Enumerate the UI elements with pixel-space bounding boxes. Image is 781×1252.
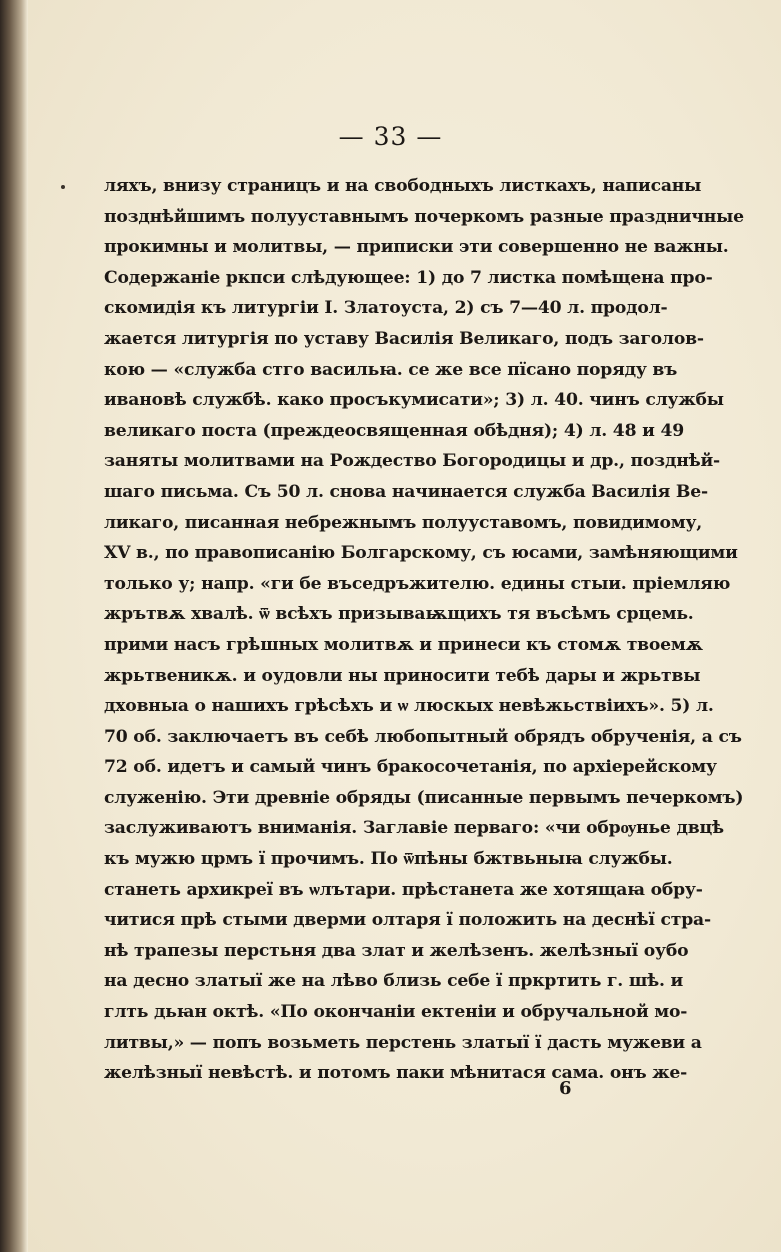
text-line: только у; напр. «ги бе въседръжителю. едины стыи. пріемляю [104, 573, 731, 594]
text-line: кою — «служба стго васильꙗ. се же все пїсано поряду въ [104, 359, 678, 380]
text-line: жрътвѫ хвалѣ. ѿ всѣхъ призываѭщихъ тя въсѣмъ срцемь. [104, 604, 694, 625]
text-line: 70 об. заключаетъ въ себѣ любопытный обрядъ обрученія, а съ [104, 726, 742, 747]
text-line: глть дьꙗн октѣ. «По окончаніи ектеніи и обручальной мо- [104, 1002, 688, 1023]
text-line: скомидія къ литургіи І. Златоуста, 2) съ 7—40 л. продол- [104, 298, 668, 319]
text-line: прими насъ грѣшных молитвѫ и принеси къ стомѫ твоемѫ [104, 634, 703, 655]
book-gutter-shadow [0, 0, 28, 1252]
text-line: великаго поста (преждеосвященная обѣдня); 4) л. 48 и 49 [104, 420, 684, 441]
text-line: позднѣйшимъ полууставнымъ почеркомъ разные праздничные [104, 206, 744, 227]
text-line: ликаго, писанная небрежнымъ полууставомъ, повидимому, [104, 512, 703, 533]
text-line: читися прѣ стыми дверми олтаря ї положить на деснѣї стра- [104, 910, 711, 931]
text-line: нѣ трапезы перстьня два злат и желѣзенъ. желѣзныї оубо [104, 940, 689, 961]
signature-mark: 6 [559, 1078, 572, 1099]
text-line: служенію. Эти древніе обряды (писанные первымъ печеркомъ) [104, 787, 744, 808]
text-line: Содержаніе ркпси слѣдующее: 1) до 7 листка помѣщена про- [104, 267, 713, 288]
margin-mark [61, 185, 65, 189]
text-line: жается литургія по уставу Василія Великаго, подъ заголов- [104, 328, 704, 349]
text-line: къ мужю црмъ ї прочимъ. По ѿпѣны бжтвьныꙗ службы. [104, 849, 673, 870]
text-line: шаго письма. Съ 50 л. снова начинается служба Василія Ве- [104, 481, 708, 502]
text-line: 72 об. идетъ и самый чинъ бракосочетанія, по архіерейскому [104, 757, 717, 778]
text-line: жрьтвеникѫ. и оудовли ны приносити тебѣ дары и жрьтвы [104, 665, 701, 686]
text-line: желѣзныї невѣстѣ. и потомъ паки мѣнитася сама. онъ же- [104, 1063, 688, 1084]
text-line: литвы,» — попъ возьметь перстень златыї ї дасть мужеви а [104, 1032, 702, 1053]
body-text [104, 171, 744, 1089]
text-line: дховныа о нашихъ грѣсѣхъ и ѡ люскых невѣжьствіихъ». 5) л. [104, 696, 714, 717]
page-number: — 33 — [338, 122, 443, 151]
text-line: станеть архикреї въ ѡлътари. прѣстанета же хотящаꙗ обру- [104, 879, 703, 900]
text-line: заняты молитвами на Рождество Богородицы и др., позднѣй- [104, 451, 720, 472]
text-line: ивановѣ службѣ. како просъкумисати»; 3) л. 40. чинъ службы [104, 390, 724, 411]
text-line: XV в., по правописанію Болгарскому, съ юсами, замѣняющими [104, 543, 738, 564]
text-line: на десно златыї же на лѣво близь себе ї пркртить г. шѣ. и [104, 971, 684, 992]
text-line: заслуживаютъ вниманія. Заглавіе перваго: «чи обрѹнье двцѣ [104, 818, 724, 839]
text-line: прокимны и молитвы, — приписки эти совершенно не важны. [104, 237, 729, 258]
text-line: ляхъ, внизу страницъ и на свободныхъ листкахъ, написаны [104, 176, 702, 196]
